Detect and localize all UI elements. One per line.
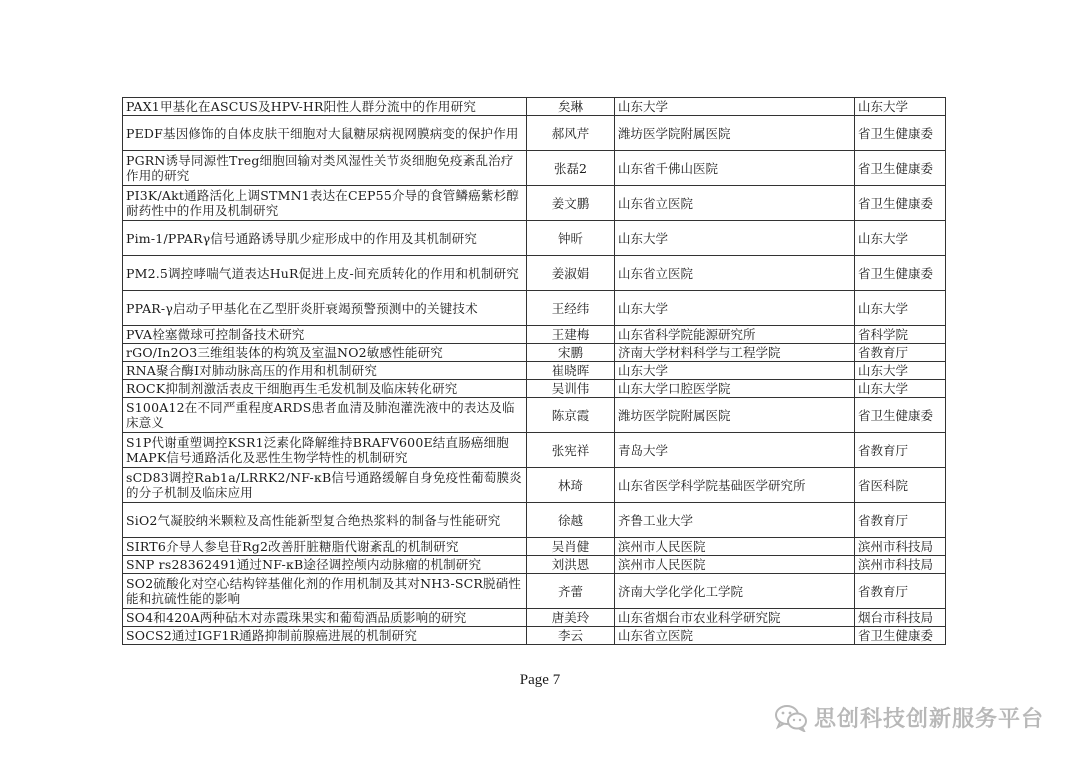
table-row <box>123 538 946 556</box>
project-title-cell: PI3K/Akt通路活化上调STMN1表达在CEP55介导的食管鳞癌紫杉醇耐药性中的作用及机制研究 <box>123 186 527 221</box>
page-number: Page 7 <box>519 672 561 688</box>
department-cell: 滨州市科技局 <box>855 538 946 556</box>
organization-cell: 山东省千佛山医院 <box>615 151 855 186</box>
organization-cell: 山东大学 <box>615 362 855 380</box>
department-cell: 烟台市科技局 <box>855 609 946 627</box>
person-cell: 林琦 <box>527 468 615 503</box>
watermark-text: 思创科技创新服务平台 <box>813 707 1044 732</box>
project-title-cell: PAX1甲基化在ASCUS及HPV-HR阳性人群分流中的作用研究 <box>123 98 527 116</box>
project-title-cell: rGO/In2O3三维组装体的构筑及室温NO2敏感性能研究 <box>123 344 527 362</box>
table-row <box>123 98 946 116</box>
department-cell: 省教育厅 <box>855 433 946 468</box>
table-row <box>123 627 946 645</box>
person-cell: 郝风芹 <box>527 116 615 151</box>
table-row <box>123 291 946 326</box>
project-title-cell: PGRN诱导同源性Treg细胞回输对类风湿性关节炎细胞免疫紊乱治疗作用的研究 <box>123 151 527 186</box>
organization-cell: 滨州市人民医院 <box>615 556 855 574</box>
organization-cell: 山东大学口腔医学院 <box>615 380 855 398</box>
department-cell: 省卫生健康委 <box>855 186 946 221</box>
department-cell: 滨州市科技局 <box>855 556 946 574</box>
table-row <box>123 186 946 221</box>
person-cell: 李云 <box>527 627 615 645</box>
department-cell: 山东大学 <box>855 291 946 326</box>
person-cell: 陈京霞 <box>527 398 615 433</box>
department-cell: 山东大学 <box>855 98 946 116</box>
table-row <box>123 116 946 151</box>
department-cell: 省卫生健康委 <box>855 151 946 186</box>
department-cell: 省卫生健康委 <box>855 256 946 291</box>
person-cell: 唐美玲 <box>527 609 615 627</box>
project-title-cell: PPAR-γ启动子甲基化在乙型肝炎肝衰竭预警预测中的关键技术 <box>123 291 527 326</box>
department-cell: 省教育厅 <box>855 503 946 538</box>
person-cell: 姜淑娟 <box>527 256 615 291</box>
organization-cell: 青岛大学 <box>615 433 855 468</box>
project-title-cell: Pim-1/PPARγ信号通路诱导肌少症形成中的作用及其机制研究 <box>123 221 527 256</box>
organization-cell: 山东省立医院 <box>615 256 855 291</box>
person-cell: 刘洪恩 <box>527 556 615 574</box>
person-cell: 王经纬 <box>527 291 615 326</box>
project-title-cell: S1P代谢重塑调控KSR1泛素化降解维持BRAFV600E结直肠癌细胞MAPK信号通路活化及恶性生物学特性的机制研究 <box>123 433 527 468</box>
watermark <box>774 702 1044 733</box>
project-title-cell: PM2.5调控哮喘气道表达HuR促进上皮-间充质转化的作用和机制研究 <box>123 256 527 291</box>
project-title-cell: SO4和420A两种砧木对赤霞珠果实和葡萄酒品质影响的研究 <box>123 609 527 627</box>
organization-cell: 潍坊医学院附属医院 <box>615 116 855 151</box>
department-cell: 省卫生健康委 <box>855 398 946 433</box>
person-cell: 姜文鹏 <box>527 186 615 221</box>
organization-cell: 山东大学 <box>615 291 855 326</box>
table-row <box>123 609 946 627</box>
table-row <box>123 468 946 503</box>
project-title-cell: SIRT6介导人参皂苷Rg2改善肝脏糖脂代谢紊乱的机制研究 <box>123 538 527 556</box>
person-cell: 吴肖健 <box>527 538 615 556</box>
table-row <box>123 503 946 538</box>
project-title-cell: SNP rs28362491通过NF-κB途径调控颅内动脉瘤的机制研究 <box>123 556 527 574</box>
organization-cell: 济南大学材料科学与工程学院 <box>615 344 855 362</box>
table-row <box>123 362 946 380</box>
department-cell: 省科学院 <box>855 326 946 344</box>
table-row <box>123 221 946 256</box>
organization-cell: 山东省医学科学院基础医学研究所 <box>615 468 855 503</box>
organization-cell: 山东大学 <box>615 221 855 256</box>
wechat-icon <box>774 704 808 732</box>
project-title-cell: SiO2气凝胶纳米颗粒及高性能新型复合绝热浆料的制备与性能研究 <box>123 503 527 538</box>
person-cell: 齐蕾 <box>527 574 615 609</box>
table-row <box>123 344 946 362</box>
organization-cell: 山东省烟台市农业科学研究院 <box>615 609 855 627</box>
table-row <box>123 433 946 468</box>
organization-cell: 滨州市人民医院 <box>615 538 855 556</box>
organization-cell: 济南大学化学化工学院 <box>615 574 855 609</box>
table-row <box>123 556 946 574</box>
organization-cell: 山东省立医院 <box>615 186 855 221</box>
organization-cell: 齐鲁工业大学 <box>615 503 855 538</box>
person-cell: 张宪祥 <box>527 433 615 468</box>
department-cell: 省卫生健康委 <box>855 116 946 151</box>
person-cell: 王建梅 <box>527 326 615 344</box>
person-cell: 崔晓晖 <box>527 362 615 380</box>
table-row <box>123 326 946 344</box>
project-title-cell: SOCS2通过IGF1R通路抑制前腺癌进展的机制研究 <box>123 627 527 645</box>
organization-cell: 山东省立医院 <box>615 627 855 645</box>
table-row <box>123 256 946 291</box>
project-title-cell: PEDF基因修饰的自体皮肤干细胞对大鼠糖尿病视网膜病变的保护作用 <box>123 116 527 151</box>
department-cell: 省教育厅 <box>855 574 946 609</box>
department-cell: 山东大学 <box>855 221 946 256</box>
person-cell: 徐越 <box>527 503 615 538</box>
project-title-cell: RNA聚合酶I对肺动脉高压的作用和机制研究 <box>123 362 527 380</box>
person-cell: 矣琳 <box>527 98 615 116</box>
department-cell: 省教育厅 <box>855 344 946 362</box>
project-title-cell: PVA栓塞微球可控制备技术研究 <box>123 326 527 344</box>
department-cell: 省医科院 <box>855 468 946 503</box>
organization-cell: 潍坊医学院附属医院 <box>615 398 855 433</box>
organization-cell: 山东大学 <box>615 98 855 116</box>
person-cell: 吴训伟 <box>527 380 615 398</box>
table-row <box>123 151 946 186</box>
project-title-cell: ROCK抑制剂激活表皮干细胞再生毛发机制及临床转化研究 <box>123 380 527 398</box>
project-title-cell: S100A12在不同严重程度ARDS患者血清及肺泡灌洗液中的表达及临床意义 <box>123 398 527 433</box>
organization-cell: 山东省科学院能源研究所 <box>615 326 855 344</box>
project-title-cell: SO2硫酸化对空心结构锌基催化剂的作用机制及其对NH3-SCR脱硝性能和抗硫性能的影响 <box>123 574 527 609</box>
department-cell: 省卫生健康委 <box>855 627 946 645</box>
person-cell: 张磊2 <box>527 151 615 186</box>
table-row <box>123 574 946 609</box>
person-cell: 宋鹏 <box>527 344 615 362</box>
project-table-body <box>123 98 946 645</box>
person-cell: 钟昕 <box>527 221 615 256</box>
table-row <box>123 398 946 433</box>
table-row <box>123 380 946 398</box>
department-cell: 山东大学 <box>855 362 946 380</box>
project-title-cell: sCD83调控Rab1a/LRRK2/NF-κB信号通路缓解自身免疫性葡萄膜炎的分子机制及临床应用 <box>123 468 527 503</box>
project-table <box>122 97 946 645</box>
department-cell: 山东大学 <box>855 380 946 398</box>
